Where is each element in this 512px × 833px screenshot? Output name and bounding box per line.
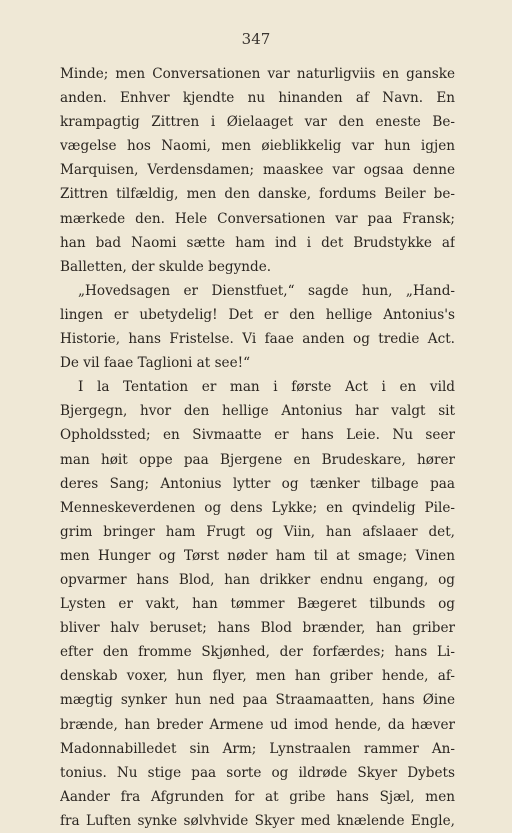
text-line: Minde; men Conversationen var naturligviis en ganske	[60, 66, 455, 82]
text-line: man høit oppe paa Bjergene en Brudeskare, hører	[60, 451, 455, 468]
text-line: bliver halv beruset; hans Blod brænder, han griber	[60, 620, 455, 637]
text-line: Aander fra Afgrunden for at gribe hans Sjæl, men	[60, 788, 455, 805]
text-line: Opholdssted; en Sivmaatte er hans Leie. Nu seer	[60, 427, 455, 444]
text-line: Marquisen, Verdensdamen; maaskee var ogsaa denne	[60, 162, 455, 179]
text-line: han bad Naomi sætte ham ind i det Brudstykke af	[60, 234, 455, 251]
text-line: I la Tentation er man i første Act i en vild	[78, 379, 455, 396]
text-line: opvarmer hans Blod, han drikker endnu engang, og	[60, 571, 455, 588]
text-line: grim bringer ham Frugt og Viin, han afslaaer det,	[60, 523, 455, 540]
text-line: fra Luften synke sølvhvide Skyer med knælende Engle,	[60, 812, 455, 829]
text-line: Menneskeverdenen og dens Lykke; en qvindelig Pile-	[60, 499, 455, 516]
text-line: men Hunger og Tørst nøder ham til at smage; Vinen	[60, 547, 455, 564]
text-line: Historie, hans Fristelse. Vi faae anden og tredie Act.	[60, 331, 455, 348]
text-line: Zittren tilfældig, men den danske, fordums Beiler be-	[60, 186, 455, 203]
text-line: De vil faae Taglioni at see!“	[60, 355, 251, 372]
text-line: denskab voxer, hun flyer, men han griber hende, af-	[60, 668, 455, 685]
text-line: efter den fromme Skjønhed, der forfærdes; hans Li-	[60, 644, 455, 661]
page-number: 347	[241, 30, 271, 48]
text-line: mægtig synker hun ned paa Straamaatten, hans Øine	[60, 692, 455, 709]
text-line: „Hovedsagen er Dienstfuet,“ sagde hun, „Hand-	[78, 282, 455, 299]
text-line: brænde, han breder Armene ud imod hende, da hæver	[60, 716, 455, 733]
text-line: krampagtig Zittren i Øielaaget var den eneste Be-	[60, 114, 455, 131]
text-line: Bjergegn, hvor den hellige Antonius har valgt sit	[60, 403, 455, 420]
body-text	[60, 62, 455, 833]
text-line: tonius. Nu stige paa sorte og ildrøde Skyer Dybets	[60, 764, 455, 781]
text-line: Lysten er vakt, han tømmer Bægeret tilbunds og	[60, 596, 455, 613]
text-line: lingen er ubetydelig! Det er den hellige Antonius's	[60, 306, 455, 323]
text-line: vægelse hos Naomi, men øieblikkelig var hun igjen	[60, 138, 455, 155]
text-line: anden. Enhver kjendte nu hinanden af Navn. En	[60, 90, 455, 107]
text-line: Madonnabilledet sin Arm; Lynstraalen rammer An-	[60, 740, 455, 757]
text-line: deres Sang; Antonius lytter og tænker tilbage paa	[60, 475, 455, 492]
text-line: Balletten, der skulde begynde.	[60, 258, 272, 275]
text-line: mærkede den. Hele Conversationen var paa Fransk;	[60, 210, 455, 227]
